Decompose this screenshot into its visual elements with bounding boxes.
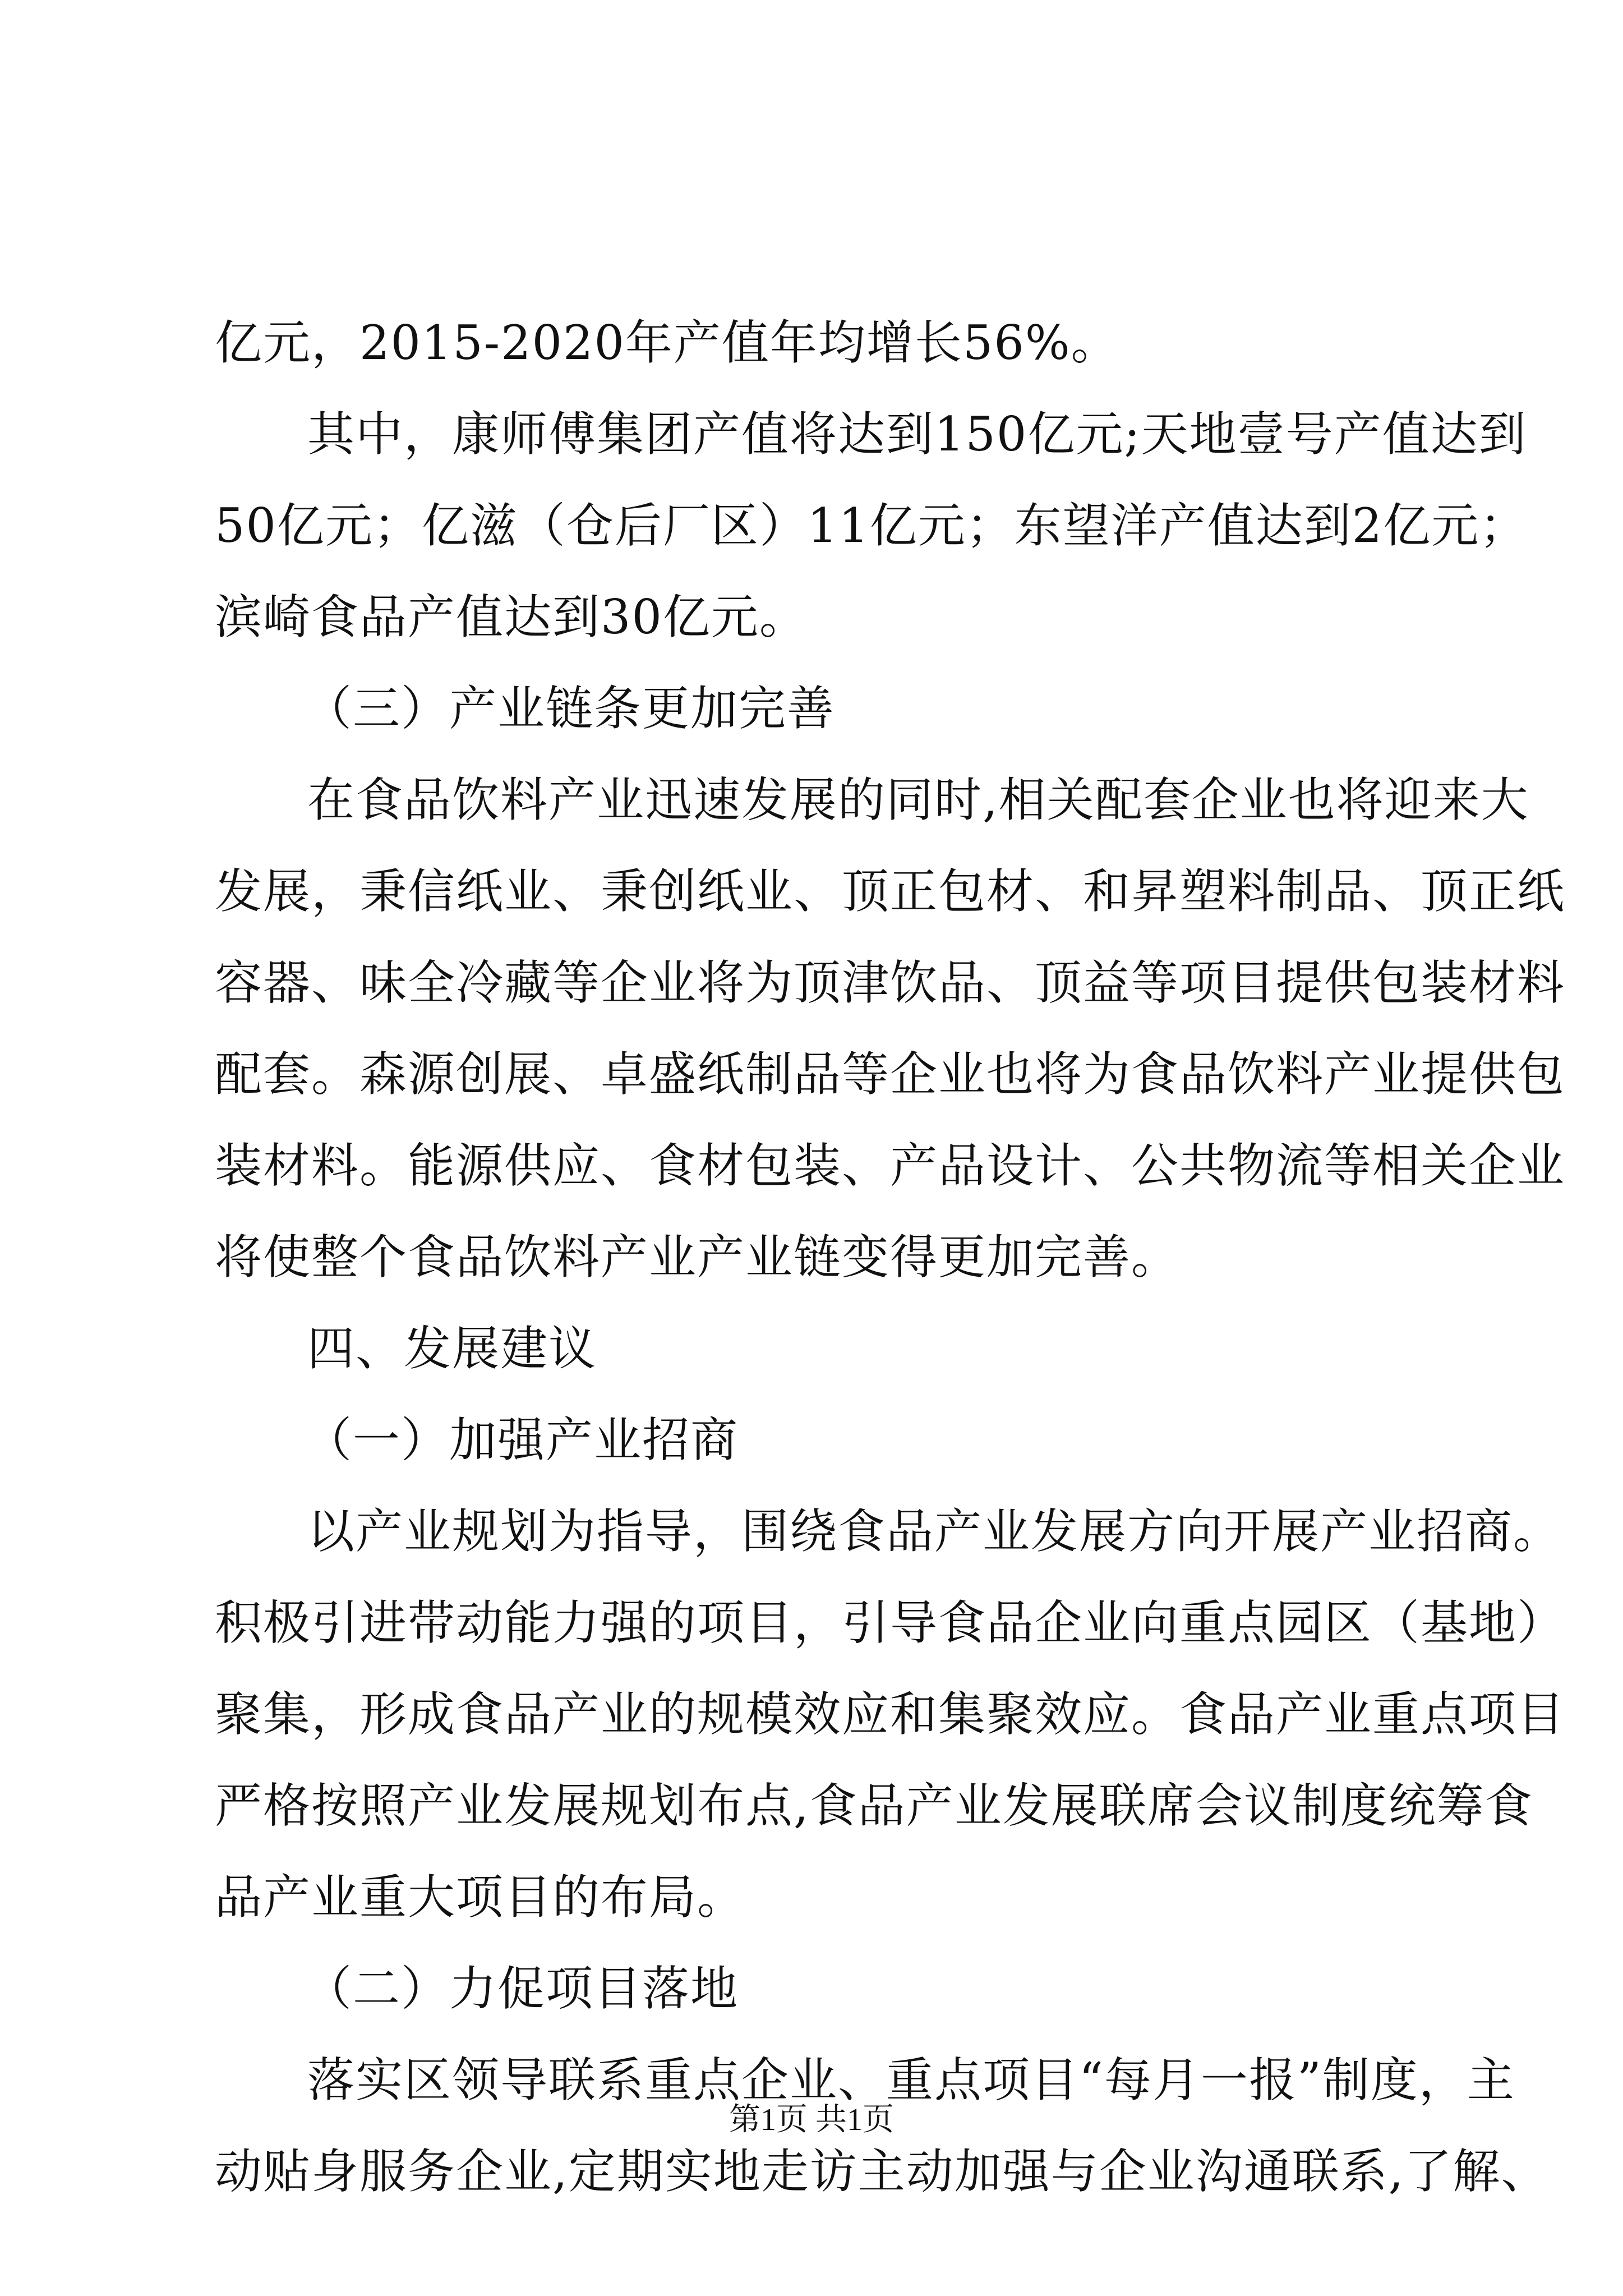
body-line-2: 其中，康师傅集团产值将达到150亿元;天地壹号产值达到 (307, 407, 1527, 462)
body-line-4: 滨崎食品产值达到30亿元。 (215, 590, 808, 645)
section-heading-3: （三）产业链条更加完善 (305, 681, 836, 736)
section-heading-4-2: （二）力促项目落地 (305, 1961, 739, 2016)
body-line-20: 落实区领导联系重点企业、重点项目“每月一报”制度，主 (307, 2053, 1515, 2108)
body-line-8: 容器、味全冷藏等企业将为顶津饮品、顶益等项目提供包装材料 (215, 955, 1566, 1010)
body-line-6: 在食品饮料产业迅速发展的同时,相关配套企业也将迎来大 (307, 772, 1529, 827)
body-line-21: 动贴身服务企业,定期实地走访主动加强与企业沟通联系,了解、 (215, 2144, 1550, 2199)
section-heading-4-1: （一）加强产业招商 (305, 1412, 739, 1467)
body-line-10: 装材料。能源供应、食材包装、产品设计、公共物流等相关企业 (215, 1138, 1566, 1193)
body-line-18: 品产业重大项目的布局。 (215, 1870, 746, 1925)
body-line-9: 配套。森源创展、卓盛纸制品等企业也将为食品饮料产业提供包 (215, 1047, 1566, 1102)
body-line-1: 亿元，2015-2020年产值年均增长56%。 (215, 315, 1119, 370)
body-line-11: 将使整个食品饮料产业产业链变得更加完善。 (215, 1230, 1180, 1285)
body-line-15: 积极引进带动能力强的项目，引导食品企业向重点园区（基地） (215, 1595, 1566, 1650)
body-line-7: 发展，秉信纸业、秉创纸业、顶正包材、和昇塑料制品、顶正纸 (215, 864, 1566, 919)
chapter-heading-4: 四、发展建议 (307, 1321, 597, 1376)
body-line-3: 50亿元；亿滋（仓后厂区）11亿元；东望洋产值达到2亿元； (215, 498, 1528, 553)
body-line-14: 以产业规划为指导，围绕食品产业发展方向开展产业招商。 (307, 1504, 1562, 1559)
body-line-17: 严格按照产业发展规划布点,食品产业发展联席会议制度统筹食 (215, 1778, 1533, 1833)
body-line-16: 聚集，形成食品产业的规模效应和集聚效应。食品产业重点项目 (215, 1687, 1566, 1742)
page-footer: 第1页 共1页 (729, 2102, 894, 2137)
document-body (215, 297, 1566, 2217)
